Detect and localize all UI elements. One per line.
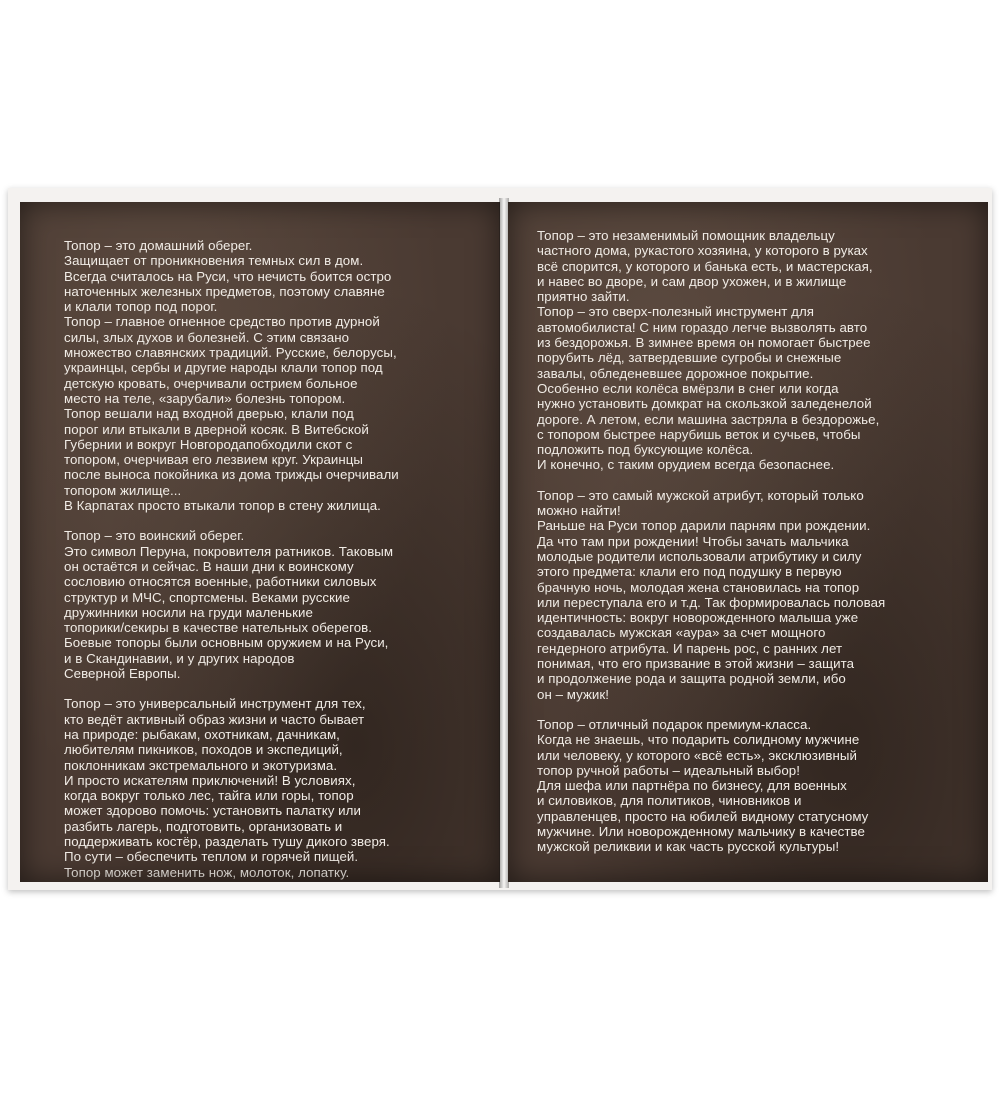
text-line: Топор – главное огненное средство против дурной bbox=[64, 314, 380, 330]
text-line: Всегда считалось на Руси, что нечисть боится остро bbox=[64, 268, 392, 284]
text-line: И просто искателям приключений! В условиях, bbox=[64, 772, 356, 788]
text-line: мужской реликвии и как часть русской культуры! bbox=[537, 839, 840, 855]
text-line: дружинники носили на груди маленькие bbox=[64, 604, 313, 620]
text-line: поддерживать костёр, разделать тушу дикого зверя. bbox=[64, 833, 390, 849]
text-line: завалы, обледеневшее дорожное покрытие. bbox=[537, 365, 814, 381]
right-page bbox=[508, 202, 988, 882]
paragraph bbox=[537, 228, 970, 473]
text-line: Когда не знаешь, что подарить солидному мужчине bbox=[537, 732, 860, 748]
text-line: место на теле, «зарубали» болезнь топором. bbox=[64, 390, 346, 406]
text-line: и продолжение рода и защита родной земли, ибо bbox=[537, 671, 846, 687]
text-line: топорики/секиры в качестве нательных оберегов. bbox=[64, 620, 372, 636]
text-line: Особенно если колёса вмёрзли в снег или когда bbox=[537, 380, 839, 396]
text-line: частного дома, рукастого хозяина, у которого в руках bbox=[537, 243, 868, 259]
text-line: управленцев, просто на юбилей видному статусному bbox=[537, 808, 869, 824]
text-line: В Карпатах просто втыкали топор в стену жилища. bbox=[64, 498, 381, 514]
text-line: из бездорожья. В зимнее время он помогает быстрее bbox=[537, 335, 871, 351]
text-line: Топор – это самый мужской атрибут, который только bbox=[537, 487, 864, 503]
text-line: всё спорится, у которого и банька есть, и мастерская, bbox=[537, 258, 873, 274]
text-line: порог или втыкали в дверной косяк. В Витебской bbox=[64, 421, 369, 437]
text-line: Да что там при рождении! Чтобы зачать мальчика bbox=[537, 533, 849, 549]
text-line: дороге. А летом, если машина застряла в бездорожье, bbox=[537, 411, 880, 427]
text-line: разбить лагерь, подготовить, организовать и bbox=[64, 818, 343, 834]
text-line: порубить лёд, затвердевшие сугробы и снежные bbox=[537, 350, 842, 366]
text-line: Топор – это универсальный инструмент для тех, bbox=[64, 696, 366, 712]
text-line: Топор может заменить нож, молоток, лопатку. bbox=[64, 864, 350, 880]
text-line: гендерного атрибута. И парень рос, с ранних лет bbox=[537, 640, 843, 656]
text-line: Для шефа или партнёра по бизнесу, для военных bbox=[537, 778, 847, 794]
text-line: По сути – обеспечить теплом и горячей пищей. bbox=[64, 849, 359, 865]
text-line: и силовиков, для политиков, чиновников и bbox=[537, 793, 802, 809]
text-line: любителям пикников, походов и экспедиций, bbox=[64, 742, 343, 758]
text-line: топором, очерчивая его лезвием круг. Украинцы bbox=[64, 452, 364, 468]
paragraph bbox=[537, 488, 970, 702]
text-line: наточенных железных предметов, поэтому славяне bbox=[64, 283, 385, 299]
text-line: на природе: рыбакам, охотникам, дачникам, bbox=[64, 726, 340, 742]
booklet-sheet bbox=[8, 188, 992, 890]
text-line: с топором быстрее нарубишь веток и сучьев, чтобы bbox=[537, 426, 861, 442]
left-page-text bbox=[20, 202, 500, 882]
text-line: кто ведёт активный образ жизни и часто бывает bbox=[64, 711, 365, 727]
text-line: поклонникам экстремального и экотуризма. bbox=[64, 757, 338, 773]
text-line: молодые родители использовали атрибутику и силу bbox=[537, 548, 862, 564]
text-line: сословию относятся военные, работники силовых bbox=[64, 574, 377, 590]
text-line: Топор – это сверх-полезный инструмент для bbox=[537, 304, 815, 320]
text-line: Губернии и вокруг Новгородапобходили скот с bbox=[64, 436, 353, 452]
text-line: Северной Европы. bbox=[64, 666, 181, 682]
text-line: и клали топор под порог. bbox=[64, 299, 218, 315]
text-line: Топор – это воинский оберег. bbox=[64, 528, 245, 544]
text-line: после выноса покойника из дома трижды очерчивали bbox=[64, 467, 399, 483]
text-line: Защищает от проникновения темных сил в дом. bbox=[64, 253, 364, 269]
text-line: он – мужик! bbox=[537, 686, 609, 702]
text-line: Топор – это домашний оберег. bbox=[64, 238, 253, 253]
text-line: автомобилиста! С ним гораздо легче вызволять авто bbox=[537, 319, 868, 335]
text-line: или переступала его и т.д. Так формировалась половая bbox=[537, 594, 886, 610]
text-line: структур и МЧС, спортсмены. Веками русские bbox=[64, 589, 350, 605]
text-line: когда вокруг только лес, тайга или горы, топор bbox=[64, 788, 354, 804]
text-line: нужно установить домкрат на скользкой заледенелой bbox=[537, 396, 872, 412]
text-line: Боевые топоры были основным оружием и на Руси, bbox=[64, 635, 389, 651]
text-line: топор ручной работы – идеальный выбор! bbox=[537, 762, 800, 778]
text-line: или человеку, у которого «всё есть», эксклюзивный bbox=[537, 747, 858, 763]
text-line: идентичность: вокруг новорожденного малыша уже bbox=[537, 610, 859, 626]
text-line: и в Скандинавии, и у других народов bbox=[64, 650, 295, 666]
text-line: понимая, что его призвание в этой жизни – защита bbox=[537, 656, 855, 672]
text-line: Это символ Перуна, покровителя ратников. Таковым bbox=[64, 543, 394, 559]
text-line: подложить под буксующие колёса. bbox=[537, 442, 754, 458]
text-line: и навес во дворе, и сам двор ухожен, и в жилище bbox=[537, 273, 847, 289]
text-line: мужчине. Или новорожденному мальчику в качестве bbox=[537, 823, 865, 839]
paragraph bbox=[537, 717, 970, 855]
text-line: И конечно, с таким орудием всегда безопаснее. bbox=[537, 457, 835, 473]
paragraph bbox=[64, 238, 486, 513]
paragraph bbox=[64, 528, 486, 681]
paragraph bbox=[64, 696, 486, 880]
text-line: силы, злых духов и болезней. С этим связано bbox=[64, 329, 350, 345]
text-line: украинцы, сербы и другие народы клали топор под bbox=[64, 360, 383, 376]
text-line: приятно зайти. bbox=[537, 289, 630, 305]
text-line: Топор – это незаменимый помощник владельцу bbox=[537, 228, 835, 243]
text-line: брачную ночь, молодая жена становилась на топор bbox=[537, 579, 860, 595]
text-line: может здорово помочь: установить палатку или bbox=[64, 803, 361, 819]
text-line: топором жилище... bbox=[64, 482, 182, 498]
text-line: Раньше на Руси топор дарили парням при рождении. bbox=[537, 518, 871, 534]
text-line: Топор вешали над входной дверью, клали под bbox=[64, 406, 354, 422]
text-line: Топор – отличный подарок премиум-класса. bbox=[537, 716, 812, 732]
text-line: множество славянских традиций. Русские, белорусы, bbox=[64, 345, 397, 361]
text-line: он остаётся и сейчас. В наши дни к воинскому bbox=[64, 558, 354, 574]
right-page-text bbox=[508, 202, 988, 870]
text-line: можно найти! bbox=[537, 503, 621, 519]
text-line: создавалась мужская «аура» за счет мощного bbox=[537, 625, 826, 641]
left-page bbox=[20, 202, 500, 882]
text-line: этого предмета: клали его под подушку в первую bbox=[537, 564, 842, 580]
text-line: детскую кровать, очерчивали острием больное bbox=[64, 375, 358, 391]
